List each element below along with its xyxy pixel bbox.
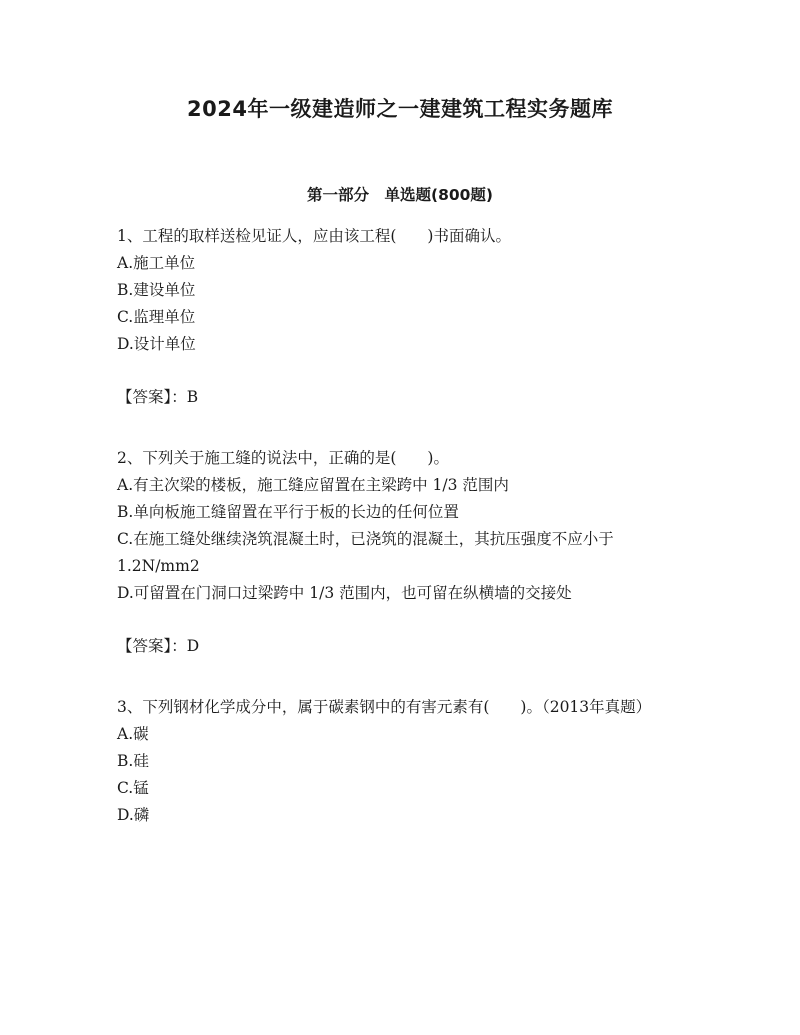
question-1-text: 1、工程的取样送检见证人，应由该工程( )书面确认。 — [117, 227, 511, 245]
question-1-option-d: D.设计单位 — [117, 335, 196, 353]
question-1 — [117, 223, 687, 411]
document-title: 2024年一级建造师之一建建筑工程实务题库 — [187, 97, 613, 121]
question-1-answer: 【答案】：B — [117, 388, 199, 406]
question-2-answer: 【答案】：D — [117, 637, 200, 655]
question-3-option-a: A.碳 — [117, 725, 149, 743]
question-1-option-a: A.施工单位 — [117, 254, 196, 272]
spacer — [117, 660, 687, 694]
question-2-option-a: A.有主次梁的楼板，施工缝应留置在主梁跨中 1/3 范围内 — [117, 476, 509, 494]
question-1-option-b: B.建设单位 — [117, 281, 196, 299]
question-3 — [117, 694, 687, 829]
section-title: 第一部分 单选题(800题) — [306, 186, 494, 204]
question-3-text: 3、下列钢材化学成分中，属于碳素钢中的有害元素有( )。（2013年真题） — [117, 698, 652, 716]
question-2-option-b: B.单向板施工缝留置在平行于板的长边的任何位置 — [117, 503, 459, 521]
question-2-option-c: C.在施工缝处继续浇筑混凝土时，已浇筑的混凝土，其抗压强度不应小于 1.2N/mm2 — [117, 530, 619, 575]
question-3-option-b: B.硅 — [117, 752, 149, 770]
question-2-text: 2、下列关于施工缝的说法中，正确的是( )。 — [117, 449, 449, 467]
question-3-option-c: C.锰 — [117, 779, 149, 797]
question-3-option-d: D.磷 — [117, 806, 150, 824]
question-1-option-c: C.监理单位 — [117, 308, 196, 326]
spacer — [117, 411, 687, 445]
question-2 — [117, 445, 687, 660]
question-2-option-d: D.可留置在门洞口过梁跨中 1/3 范围内，也可留在纵横墙的交接处 — [117, 584, 572, 602]
question-list — [117, 223, 687, 829]
